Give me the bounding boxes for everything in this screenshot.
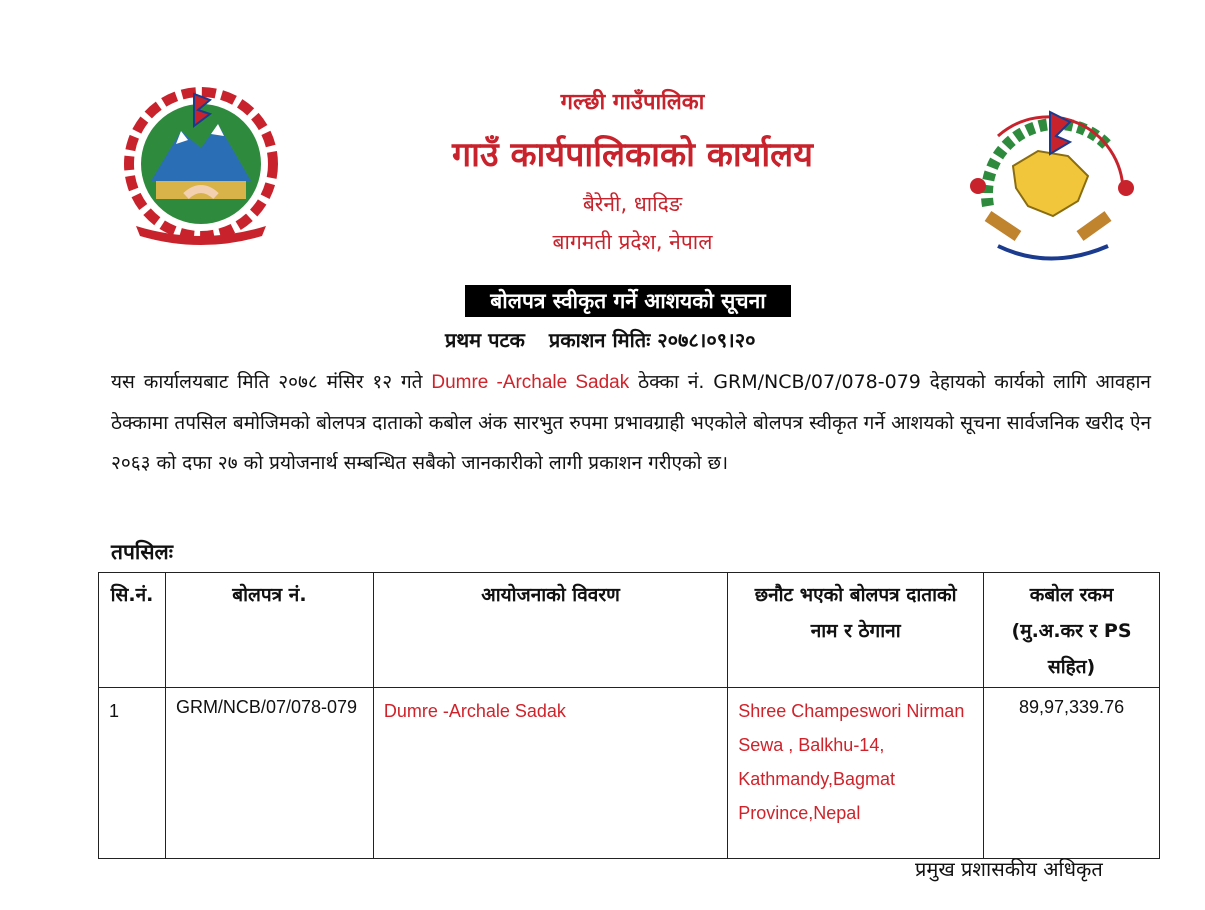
paragraph-project-name: Dumre -Archale Sadak xyxy=(431,372,630,393)
bid-table xyxy=(98,572,1160,859)
edition-label: प्रथम पटक xyxy=(445,328,525,352)
table-row xyxy=(99,688,1160,859)
row-bid-no: GRM/NCB/07/078-079 xyxy=(165,688,373,859)
paragraph-text-a: यस कार्यालयबाट मिति २०७८ मंसिर १२ गते xyxy=(111,371,432,393)
row-amount: 89,97,339.76 xyxy=(984,688,1160,859)
table-header-row xyxy=(99,573,1160,688)
galchhi-logo-icon xyxy=(958,96,1143,274)
municipality-name: गल्छी गाउँपालिका xyxy=(560,90,705,115)
publication-date: प्रकाशन मितिः २०७८।०९।२० xyxy=(548,328,756,352)
office-address: बैरेनी, धादिङ xyxy=(582,192,683,216)
row-project: Dumre -Archale Sadak xyxy=(373,688,727,859)
office-name: गाउँ कार्यपालिकाको कार्यालय xyxy=(452,135,813,175)
row-bidder: Shree Champeswori Nirman Sewa , Balkhu-14, Kathmandy,Bagmat Province,Nepal xyxy=(728,688,984,859)
paragraph-text-b: ठेक्का नं. GRM/NCB/07/078-079 देहायको कार्यको लागि आवहान ठेक्कामा तपसिल बमोजिमको बोलपत्र दाताको कबोल अंक सारभुत रुपमा प्रभावग्राही भएकोले बोलपत्र स्वीकृत गर्ने आशयको सूचना सार्वजनिक खरीद ऐन २०६३ को दफा २७ को प्रयोजनार्थ सम्बन्धित सबैको जानकारीको लागी प्रकाशन गरीएको छ। xyxy=(111,371,1151,474)
row-sn: 1 xyxy=(99,688,166,859)
signatory-title: प्रमुख प्रशासकीय अधिकृत xyxy=(915,857,1103,881)
header-bidder: छनौट भएको बोलपत्र दाताको नाम र ठेगाना xyxy=(728,573,984,688)
notice-paragraph xyxy=(111,362,1151,483)
header-project: आयोजनाको विवरण xyxy=(373,573,727,688)
schedule-label: तपसिलः xyxy=(111,540,174,564)
header-sn: सि.नं. xyxy=(99,573,166,688)
header-amount: कबोल रकम (मु.अ.कर र PS सहित) xyxy=(984,573,1160,688)
publication-line xyxy=(445,326,875,353)
province-address: बागमती प्रदेश, नेपाल xyxy=(552,230,713,254)
notice-title: बोलपत्र स्वीकृत गर्ने आशयको सूचना xyxy=(465,285,791,317)
header-bid-no: बोलपत्र नं. xyxy=(165,573,373,688)
letterhead xyxy=(0,0,1205,280)
